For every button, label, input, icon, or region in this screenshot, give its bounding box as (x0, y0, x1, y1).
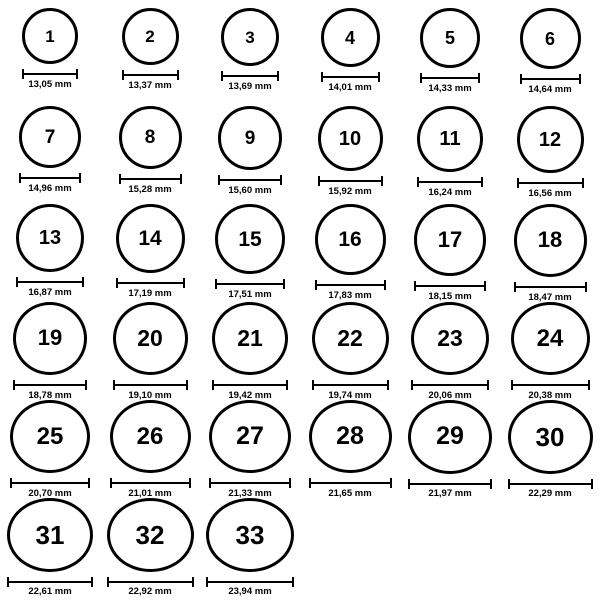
ring-size-cell[interactable] (500, 302, 600, 400)
measure-tick-left (218, 175, 220, 185)
ring-circle (113, 302, 188, 375)
measure-tick-right (277, 71, 279, 81)
measure-line (420, 77, 480, 79)
ring-size-label: 33 (235, 519, 265, 550)
ring-size-label: 24 (536, 324, 564, 352)
measure-line (321, 76, 380, 78)
measure-tick-left (122, 70, 124, 80)
ring-size-label: 18 (537, 227, 563, 253)
ring-size-label: 5 (444, 28, 455, 48)
measure-line (315, 284, 386, 286)
measure-tick-left (411, 380, 413, 390)
ring-size-label: 13 (38, 227, 62, 249)
measure-tick-left (315, 280, 317, 290)
ring-size-cell[interactable] (100, 498, 200, 596)
diameter-measure-bar (206, 577, 294, 584)
measure-line (19, 177, 81, 179)
measure-tick-right (582, 178, 584, 188)
ring-size-label: 9 (244, 127, 256, 149)
measure-tick-right (283, 279, 285, 289)
measure-line (517, 182, 584, 184)
ring-size-cell[interactable] (100, 8, 200, 106)
measure-line (218, 179, 282, 181)
diameter-value: 22,29 mm (528, 487, 572, 499)
measure-tick-right (384, 280, 386, 290)
diameter-measure-bar (110, 478, 191, 485)
measure-line (411, 384, 489, 386)
ring-size-cell[interactable] (500, 204, 600, 302)
measure-tick-left (116, 278, 118, 288)
diameter-measure-bar (508, 479, 593, 486)
diameter-measure-bar (420, 73, 480, 81)
measure-tick-right (481, 177, 483, 187)
measure-line (122, 74, 179, 76)
diameter-measure-bar (13, 380, 87, 388)
measure-tick-right (292, 577, 294, 587)
measure-tick-left (110, 478, 112, 488)
measure-tick-left (420, 73, 422, 83)
measure-tick-right (378, 72, 380, 82)
measure-tick-left (10, 478, 12, 488)
measure-tick-left (517, 178, 519, 188)
diameter-measure-bar (113, 380, 188, 388)
measure-line (116, 282, 185, 284)
ring-size-cell[interactable] (300, 204, 400, 302)
ring-circle (511, 302, 590, 375)
ring-size-label: 1 (45, 26, 55, 46)
measure-line (7, 581, 93, 583)
measure-tick-right (79, 173, 81, 183)
measure-tick-right (579, 74, 581, 84)
measure-tick-right (289, 478, 291, 488)
measure-tick-right (286, 380, 288, 390)
diameter-measure-bar (417, 177, 483, 185)
diameter-measure-bar (221, 71, 279, 79)
ring-circle (119, 106, 182, 169)
ring-size-label: 12 (538, 128, 562, 151)
diameter-value: 23,94 mm (228, 585, 272, 597)
diameter-measure-bar (321, 72, 380, 80)
measure-tick-left (520, 74, 522, 84)
measure-tick-right (591, 479, 593, 489)
measure-tick-right (192, 577, 194, 587)
measure-line (16, 281, 84, 283)
diameter-value: 14,96 mm (28, 183, 72, 194)
measure-tick-right (82, 277, 84, 287)
ring-size-cell[interactable] (200, 8, 300, 106)
ring-circle (417, 106, 483, 172)
ring-size-cell[interactable] (100, 204, 200, 302)
measure-tick-left (7, 577, 9, 587)
ring-size-label: 28 (336, 422, 364, 451)
ring-size-label: 10 (338, 127, 362, 150)
ring-circle (218, 106, 282, 170)
ring-circle (13, 302, 87, 375)
ring-size-label: 27 (236, 422, 264, 451)
diameter-measure-bar (517, 178, 584, 186)
diameter-value: 15,28 mm (128, 184, 172, 195)
diameter-measure-bar (212, 380, 288, 388)
measure-tick-right (91, 577, 93, 587)
diameter-value: 21,33 mm (228, 487, 272, 499)
diameter-measure-bar (514, 282, 587, 290)
ring-size-label: 19 (37, 325, 63, 351)
ring-size-cell[interactable] (500, 8, 600, 106)
measure-tick-right (484, 281, 486, 291)
ring-size-cell[interactable] (0, 400, 100, 498)
ring-circle (19, 106, 81, 168)
measure-line (119, 178, 182, 180)
diameter-value: 21,01 mm (128, 487, 172, 499)
diameter-value: 20,38 mm (528, 389, 572, 401)
ring-size-label: 16 (338, 228, 362, 251)
measure-tick-right (490, 479, 492, 489)
diameter-value: 17,19 mm (128, 288, 172, 299)
diameter-measure-bar (408, 479, 492, 486)
diameter-measure-bar (318, 176, 383, 184)
ring-size-cell[interactable] (300, 400, 400, 498)
ring-circle (520, 8, 581, 69)
ring-size-label: 32 (135, 519, 165, 550)
diameter-value: 16,24 mm (428, 187, 472, 198)
ring-size-cell[interactable] (200, 498, 300, 596)
ring-size-label: 29 (436, 422, 464, 451)
diameter-value: 19,10 mm (128, 389, 172, 401)
measure-line (215, 283, 285, 285)
measure-tick-right (180, 174, 182, 184)
measure-line (10, 482, 90, 484)
ring-size-cell[interactable] (400, 302, 500, 400)
ring-size-cell[interactable] (200, 302, 300, 400)
diameter-measure-bar (119, 174, 182, 182)
ring-circle (212, 302, 288, 375)
measure-line (309, 482, 392, 484)
ring-circle (312, 302, 389, 375)
measure-tick-right (387, 380, 389, 390)
diameter-measure-bar (411, 380, 489, 387)
ring-circle (16, 204, 84, 272)
diameter-value: 13,05 mm (28, 79, 72, 90)
ring-size-cell[interactable] (300, 8, 400, 106)
measure-line (212, 384, 288, 386)
ring-size-label: 21 (237, 324, 263, 351)
ring-circle (206, 498, 294, 572)
ring-size-cell[interactable] (200, 106, 300, 204)
ring-circle (508, 400, 593, 474)
measure-tick-left (321, 72, 323, 82)
ring-size-cell[interactable] (100, 400, 200, 498)
measure-tick-right (85, 380, 87, 390)
measure-tick-right (487, 380, 489, 390)
diameter-value: 19,42 mm (228, 389, 272, 401)
diameter-measure-bar (315, 280, 386, 288)
ring-size-cell[interactable] (100, 106, 200, 204)
ring-size-cell[interactable] (300, 302, 400, 400)
measure-tick-left (119, 174, 121, 184)
ring-circle (408, 400, 492, 474)
ring-size-cell[interactable] (400, 106, 500, 204)
measure-line (508, 483, 593, 485)
diameter-measure-bar (22, 69, 78, 77)
ring-circle (221, 8, 279, 66)
diameter-measure-bar (520, 74, 581, 82)
ring-size-label: 7 (44, 126, 56, 148)
ring-size-label: 3 (245, 27, 255, 47)
ring-size-cell[interactable] (0, 106, 100, 204)
measure-tick-right (177, 70, 179, 80)
diameter-measure-bar (7, 577, 93, 584)
diameter-value: 15,60 mm (228, 185, 272, 196)
ring-circle (309, 400, 392, 473)
diameter-value: 18,47 mm (528, 291, 572, 303)
diameter-measure-bar (312, 380, 389, 388)
diameter-measure-bar (414, 281, 486, 289)
measure-line (13, 384, 87, 386)
measure-tick-left (206, 577, 208, 587)
measure-tick-left (16, 277, 18, 287)
diameter-value: 18,78 mm (28, 389, 72, 401)
measure-line (206, 581, 294, 583)
measure-line (514, 286, 587, 288)
ring-circle (10, 400, 90, 473)
ring-size-cell[interactable] (0, 8, 100, 106)
diameter-value: 18,15 mm (428, 291, 472, 302)
measure-tick-left (107, 577, 109, 587)
measure-tick-left (212, 380, 214, 390)
ring-circle (414, 204, 486, 276)
measure-tick-left (13, 380, 15, 390)
ring-size-label: 20 (137, 324, 163, 351)
ring-circle (122, 8, 179, 65)
diameter-value: 14,33 mm (428, 83, 472, 94)
measure-tick-right (76, 69, 78, 79)
ring-size-label: 23 (437, 325, 463, 352)
ring-circle (411, 302, 489, 375)
ring-circle (215, 204, 285, 274)
diameter-measure-bar (309, 478, 392, 485)
diameter-value: 17,83 mm (328, 290, 372, 301)
ring-size-cell[interactable] (400, 8, 500, 106)
measure-line (221, 75, 279, 77)
measure-line (22, 73, 78, 75)
measure-tick-left (417, 177, 419, 187)
measure-tick-left (514, 282, 516, 292)
ring-size-cell[interactable] (400, 400, 500, 498)
measure-line (107, 581, 194, 583)
diameter-value: 17,51 mm (228, 289, 272, 300)
measure-line (511, 384, 590, 386)
measure-line (113, 384, 188, 386)
ring-size-cell[interactable] (200, 400, 300, 498)
measure-tick-left (209, 478, 211, 488)
measure-tick-left (22, 69, 24, 79)
measure-tick-right (478, 73, 480, 83)
measure-tick-left (414, 281, 416, 291)
ring-circle (318, 106, 383, 171)
measure-tick-right (390, 478, 392, 488)
ring-size-label: 4 (344, 27, 355, 48)
diameter-measure-bar (10, 478, 90, 485)
ring-size-cell[interactable] (500, 106, 600, 204)
ring-circle (7, 498, 93, 572)
ring-size-cell[interactable] (0, 498, 100, 596)
diameter-measure-bar (19, 173, 81, 181)
measure-tick-left (508, 479, 510, 489)
ring-size-cell[interactable] (0, 302, 100, 400)
diameter-value: 21,65 mm (328, 487, 372, 499)
ring-circle (22, 8, 78, 64)
diameter-value: 21,97 mm (428, 487, 472, 499)
diameter-measure-bar (218, 175, 282, 183)
measure-tick-right (186, 380, 188, 390)
ring-size-label: 6 (544, 28, 555, 49)
measure-tick-right (88, 478, 90, 488)
ring-size-cell[interactable] (0, 204, 100, 302)
diameter-measure-bar (122, 70, 179, 78)
ring-circle (110, 400, 191, 473)
measure-tick-left (221, 71, 223, 81)
diameter-measure-bar (116, 278, 185, 286)
diameter-value: 13,37 mm (128, 80, 172, 91)
diameter-value: 16,56 mm (528, 188, 572, 199)
diameter-value: 13,69 mm (228, 81, 272, 92)
diameter-value: 22,92 mm (128, 585, 172, 597)
measure-tick-left (511, 380, 513, 390)
ring-size-label: 14 (138, 227, 162, 250)
diameter-value: 14,64 mm (528, 84, 572, 95)
diameter-measure-bar (107, 577, 194, 584)
ring-size-label: 2 (145, 27, 155, 46)
measure-line (318, 180, 383, 182)
ring-size-label: 15 (238, 227, 262, 251)
ring-size-cell[interactable] (200, 204, 300, 302)
ring-circle (315, 204, 386, 275)
measure-line (110, 482, 191, 484)
measure-line (312, 384, 389, 386)
diameter-measure-bar (215, 279, 285, 287)
measure-line (209, 482, 291, 484)
measure-line (417, 181, 483, 183)
measure-tick-left (408, 479, 410, 489)
ring-circle (514, 204, 587, 277)
diameter-value: 22,61 mm (28, 585, 72, 597)
measure-tick-left (19, 173, 21, 183)
diameter-value: 20,06 mm (428, 389, 472, 401)
diameter-value: 15,92 mm (328, 186, 372, 197)
diameter-value: 14,01 mm (328, 82, 372, 93)
diameter-measure-bar (16, 277, 84, 285)
measure-line (414, 285, 486, 287)
measure-tick-left (312, 380, 314, 390)
ring-circle (420, 8, 480, 68)
measure-tick-right (585, 282, 587, 292)
ring-circle (107, 498, 194, 572)
ring-circle (517, 106, 584, 173)
ring-size-label: 17 (437, 227, 463, 252)
ring-size-label: 11 (439, 128, 461, 150)
measure-tick-right (189, 478, 191, 488)
measure-tick-left (215, 279, 217, 289)
ring-size-cell[interactable] (500, 400, 600, 498)
diameter-value: 20,70 mm (28, 487, 72, 499)
ring-circle (116, 204, 185, 273)
measure-tick-left (113, 380, 115, 390)
ring-circle (321, 8, 380, 67)
ring-size-cell[interactable] (100, 302, 200, 400)
measure-tick-left (318, 176, 320, 186)
diameter-measure-bar (209, 478, 291, 485)
measure-tick-right (588, 380, 590, 390)
measure-tick-left (309, 478, 311, 488)
measure-tick-right (183, 278, 185, 288)
ring-size-label: 22 (337, 324, 363, 351)
diameter-value: 16,87 mm (28, 287, 72, 298)
ring-size-cell[interactable] (300, 106, 400, 204)
ring-size-label: 8 (144, 127, 156, 148)
measure-line (520, 78, 581, 80)
measure-line (408, 483, 492, 485)
ring-size-label: 26 (136, 422, 164, 450)
ring-size-label: 30 (535, 421, 565, 452)
diameter-measure-bar (511, 380, 590, 387)
measure-tick-right (280, 175, 282, 185)
measure-tick-right (381, 176, 383, 186)
ring-size-label: 31 (35, 519, 65, 550)
ring-size-cell[interactable] (400, 204, 500, 302)
ring-circle (209, 400, 291, 473)
diameter-value: 19,74 mm (328, 389, 372, 401)
ring-size-label: 25 (36, 422, 64, 450)
